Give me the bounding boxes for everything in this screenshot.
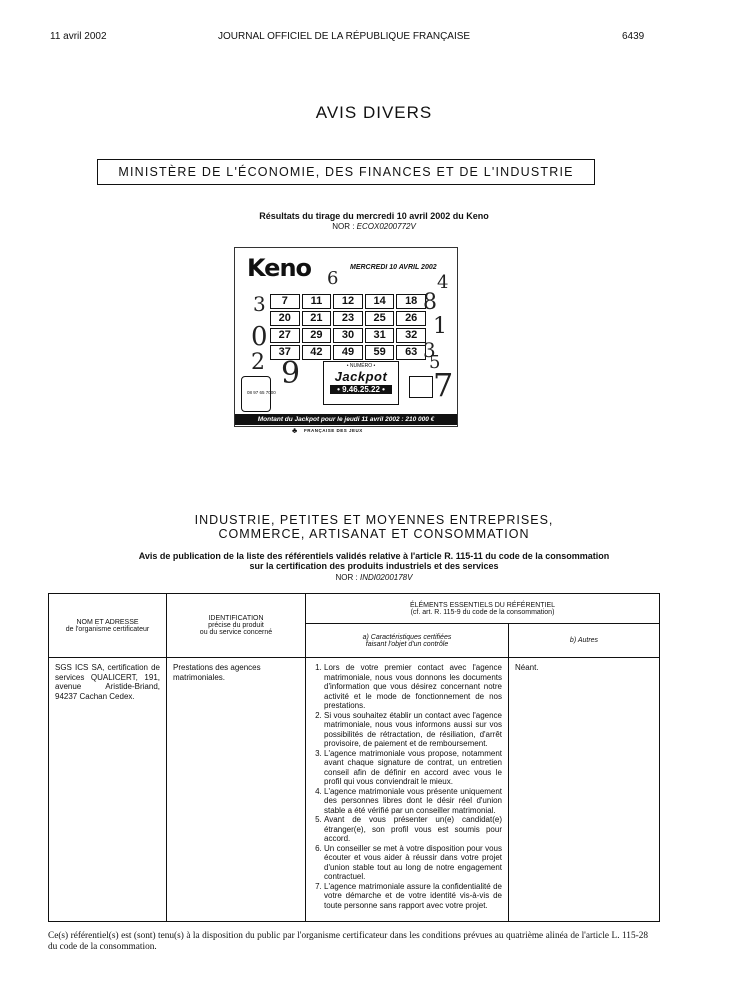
phone-text: 08 97 65 7000	[247, 390, 276, 395]
sub-header-characteristics-line2: faisant l'objet d'un contrôle	[365, 640, 449, 648]
keno-ticket-date: MERCREDI 10 AVRIL 2002	[350, 264, 437, 271]
header-page-number: 6439	[622, 31, 645, 42]
list-item: 4. L'agence matrimoniale vous présente uniquement des personnes libres dont le désir réel d'union stable a été vérifié par un conseiller matrimonial.	[324, 787, 502, 816]
nor-code: INDI0200178V	[359, 573, 413, 582]
col-header-elements-sub: (cf. art. R. 115-9 du code de la consommation)	[410, 608, 555, 616]
characteristics-list	[312, 663, 502, 910]
keno-number: 21	[302, 311, 332, 326]
minitel-icon	[409, 376, 433, 398]
handwritten-digit: 5	[429, 352, 441, 373]
keno-logo: Keno	[247, 254, 312, 282]
col-header-identification-title: IDENTIFICATION	[208, 615, 264, 622]
organism-cell: SGS ICS SA, certification de services QUALICERT, 191, avenue Aristide-Briand, 94237 Cachan Cedex.	[49, 658, 167, 922]
keno-number: 18	[396, 294, 426, 309]
keno-number: 14	[365, 294, 395, 309]
col-header-identification	[167, 594, 306, 658]
list-item: 1. Lors de votre premier contact avec l'agence matrimoniale, nous vous donnons les documents d'information que vous désirez concernant notre activité et le mode de fonctionnement de nos prestations.	[324, 663, 502, 711]
avis-nor	[0, 573, 748, 582]
handwritten-digit: 3	[423, 338, 436, 362]
others-cell: Néant.	[509, 658, 660, 922]
identification-cell: Prestations des agences matrimoniales.	[167, 658, 306, 922]
nor-label: NOR :	[332, 222, 355, 231]
ministry-name: MINISTÈRE DE L'ÉCONOMIE, DES FINANCES ET DE L'INDUSTRIE	[118, 165, 574, 179]
keno-number: 26	[396, 311, 426, 326]
handwritten-digit: 2	[251, 350, 265, 375]
handwritten-digit: 3	[253, 292, 266, 316]
nor-label: NOR :	[335, 573, 358, 582]
header-date: 11 avril 2002	[50, 31, 107, 42]
keno-number: 37	[270, 345, 300, 360]
handwritten-digit: 4	[437, 272, 449, 293]
industry-section-title	[0, 513, 748, 541]
jackpot-amount-banner: Montant du Jackpot pour le jeudi 11 avril 2002 : 210 000 €	[235, 414, 457, 425]
jackpot-number: • 9.46.25.22 •	[330, 385, 392, 394]
handwritten-digit: 1	[433, 314, 447, 339]
header-journal: JOURNAL OFFICIEL DE LA RÉPUBLIQUE FRANÇAISE	[218, 31, 471, 42]
keno-number-grid	[270, 294, 426, 360]
footnote: Ce(s) référentiel(s) est (sont) tenu(s) à la disposition du public par l'organisme certificateur dans les conditions prévues au quatrième alinéa de l'article L. 115-28 du code de la consommation.	[48, 931, 648, 952]
keno-number: 63	[396, 345, 426, 360]
list-item: 2. Si vous souhaitez établir un contact avec l'agence matrimoniale, nous vous informons aussi sur vos possibilités de rétractation, de résiliation, d'arrêt provisoire, de paiement et de remboursement.	[324, 711, 502, 749]
keno-number: 7	[270, 294, 300, 309]
ministry-box	[97, 159, 595, 185]
characteristics-cell	[306, 658, 509, 922]
industry-line-2: COMMERCE, ARTISANAT ET CONSOMMATION	[218, 527, 530, 541]
keno-number: 49	[333, 345, 363, 360]
handwritten-digit: 6	[327, 268, 339, 289]
col-header-organism-title: NOM ET ADRESSE	[76, 618, 139, 626]
jackpot-word: Jackpot	[334, 369, 388, 384]
keno-number: 12	[333, 294, 363, 309]
keno-number: 30	[333, 328, 363, 343]
sub-header-characteristics	[306, 624, 509, 658]
nor-code: ECOX0200772V	[356, 222, 416, 231]
jackpot-label: • NUMÉRO •	[346, 363, 376, 369]
industry-line-1: INDUSTRIE, PETITES ET MOYENNES ENTREPRISES,	[194, 513, 554, 527]
handwritten-digit: 7	[433, 366, 454, 404]
keno-number: 27	[270, 328, 300, 343]
avis-title	[0, 551, 748, 571]
referentiel-table	[48, 593, 660, 922]
keno-number: 11	[302, 294, 332, 309]
keno-nor	[0, 222, 748, 231]
list-item: 3. L'agence matrimoniale vous propose, notamment avant chaque signature de contrat, un entretien conseil afin de définir en accord avec vous le profil qui vous conviendrait le mieux.	[324, 749, 502, 787]
section-title: AVIS DIVERS	[315, 103, 433, 122]
list-item: 7. L'agence matrimoniale assure la confidentialité de votre démarche et de votre identité vis-à-vis de toute personne sans rapport avec votre projet.	[324, 882, 502, 911]
keno-ticket	[234, 247, 456, 435]
keno-number: 42	[302, 345, 332, 360]
keno-number: 32	[396, 328, 426, 343]
avis-line-2: sur la certification des produits industriels et des services	[249, 561, 499, 571]
keno-number: 25	[365, 311, 395, 326]
keno-number: 23	[333, 311, 363, 326]
keno-ticket-frame	[234, 247, 458, 427]
list-item: 5. Avant de vous présenter un(e) candidat(e) étranger(e), son profil vous est soumis pour accord.	[324, 815, 502, 844]
handwritten-digit: 9	[281, 356, 301, 391]
list-item: 6. Un conseiller se met à votre disposition pour vous écouter et vous aider à réussir dans votre projet d'union stable tout au long de notre engagement contractuel.	[324, 844, 502, 882]
sub-header-characteristics-line1: a) Caractéristiques certifiées	[362, 633, 452, 641]
col-header-elements-title: ÉLÉMENTS ESSENTIELS DU RÉFÉRENTIEL	[409, 601, 556, 609]
handwritten-digit: 8	[423, 290, 437, 315]
col-header-identification-sub1: précise du produit	[208, 622, 264, 629]
fdj-label: FRANÇAISE DES JEUX	[304, 428, 363, 433]
avis-line-1: Avis de publication de la liste des référentiels validés relative à l'article R. 115-11 du code de la consommation	[138, 551, 610, 561]
col-header-organism-sub: de l'organisme certificateur	[65, 625, 150, 633]
keno-number: 31	[365, 328, 395, 343]
clover-icon: ♣	[292, 426, 298, 435]
jackpot-box	[323, 361, 399, 405]
keno-number: 20	[270, 311, 300, 326]
handwritten-digit: 0	[251, 322, 268, 352]
col-header-elements	[306, 594, 660, 624]
col-header-identification-sub2: ou du service concerné	[199, 629, 273, 636]
keno-number: 29	[302, 328, 332, 343]
col-header-organism	[49, 594, 167, 658]
keno-number: 59	[365, 345, 395, 360]
keno-notice-title: Résultats du tirage du mercredi 10 avril 2002 du Keno	[259, 211, 489, 221]
sub-header-others: b) Autres	[509, 624, 660, 658]
